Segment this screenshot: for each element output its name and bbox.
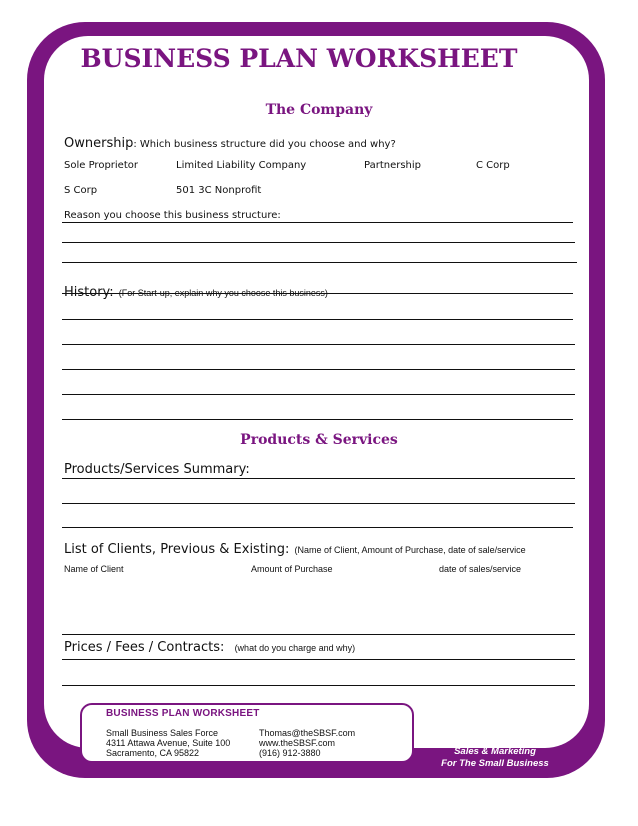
- tagline-line-2: Sales & Marketing: [454, 746, 536, 757]
- history-line-6[interactable]: [62, 419, 573, 420]
- option-llc: Limited Liability Company: [176, 160, 307, 171]
- prices-question: [64, 636, 355, 655]
- column-client-name: Name of Client: [64, 564, 124, 574]
- section-heading-products: Products & Services: [240, 432, 398, 448]
- option-s-corp: S Corp: [64, 185, 98, 196]
- reason-line-3[interactable]: [62, 262, 577, 263]
- footer-phone: (916) 912-3880: [259, 748, 321, 758]
- page-title-text: BUSINESS PLAN WORKSHEET: [80, 44, 518, 73]
- page-title: [0, 44, 638, 73]
- option-partnership: Partnership: [364, 160, 422, 171]
- summary-line-1[interactable]: [62, 478, 575, 479]
- history-line-1[interactable]: [62, 293, 573, 294]
- reason-line-2[interactable]: [62, 242, 575, 243]
- history-hint: (For Start-up, explain why you choose this business): [118, 288, 328, 298]
- reason-label: Reason you choose this business structure:: [64, 210, 281, 221]
- clients-hint: (Name of Client, Amount of Purchase, date of sale/service: [294, 545, 526, 555]
- column-date: date of sales/service: [439, 564, 522, 574]
- ownership-question: [64, 132, 396, 151]
- prices-line-1[interactable]: [62, 659, 575, 660]
- clients-question: [64, 538, 526, 557]
- footer-org: Small Business Sales Force: [106, 728, 219, 738]
- footer-title: BUSINESS PLAN WORKSHEET: [106, 708, 260, 719]
- option-c-corp: C Corp: [476, 160, 510, 171]
- summary-line-3[interactable]: [62, 527, 573, 528]
- summary-line-2[interactable]: [62, 503, 575, 504]
- footer-address-1: 4311 Attawa Avenue, Suite 100: [106, 738, 231, 748]
- column-amount: Amount of Purchase: [251, 564, 333, 574]
- footer-website: www.theSBSF.com: [259, 738, 336, 748]
- history-line-2[interactable]: [62, 319, 573, 320]
- prices-line-2[interactable]: [62, 685, 575, 686]
- option-sole-proprietor: Sole Proprietor: [64, 160, 138, 171]
- products-summary-label: Products/Services Summary:: [64, 462, 250, 477]
- history-line-4[interactable]: [62, 369, 575, 370]
- reason-line-1[interactable]: [62, 222, 573, 223]
- footer-email: Thomas@theSBSF.com: [259, 728, 356, 738]
- history-line-5[interactable]: [62, 394, 575, 395]
- clients-line[interactable]: [62, 634, 575, 635]
- section-heading-company: The Company: [265, 102, 373, 118]
- prices-hint: (what do you charge and why): [234, 643, 356, 653]
- ownership-question-text: : Which business structure did you choose and why?: [133, 139, 396, 150]
- prices-label: Prices / Fees / Contracts:: [64, 640, 225, 655]
- ownership-label: Ownership: [64, 136, 134, 151]
- option-nonprofit: 501 3C Nonprofit: [176, 185, 262, 196]
- history-label: History:: [64, 285, 114, 300]
- clients-label: List of Clients, Previous & Existing:: [64, 542, 290, 557]
- footer-address-2: Sacramento, CA 95822: [106, 748, 200, 758]
- history-line-3[interactable]: [62, 344, 575, 345]
- tagline-line-1: Professional: [466, 734, 524, 745]
- tagline-line-3: For The Small Business: [441, 758, 549, 769]
- history-question: [64, 281, 328, 300]
